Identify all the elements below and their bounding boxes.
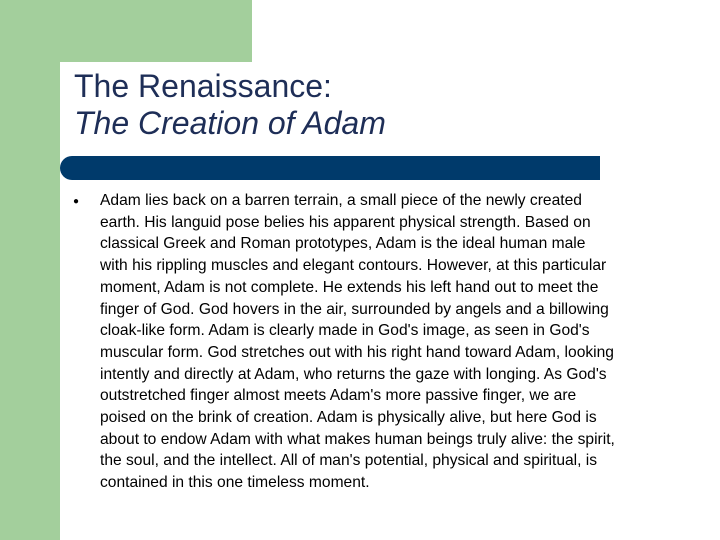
- slide-title-line-1: The Renaissance:: [74, 68, 332, 104]
- title-underline-bar: [60, 156, 600, 180]
- body-line: Adam lies back on a barren terrain, a small piece of the newly created: [100, 192, 582, 209]
- body-line: moment, Adam is not complete. He extends his left hand out to meet the: [100, 278, 599, 296]
- bullet-icon: ●: [73, 196, 80, 207]
- body-line: earth. His languid pose belies his apparent physical strength. Based on: [100, 213, 591, 231]
- body-line: finger of God. God hovers in the air, surrounded by angels and a billowing: [100, 300, 609, 318]
- slide-title-line-2: The Creation of Adam: [74, 105, 386, 141]
- slide-title: [74, 68, 386, 142]
- body-line: poised on the brink of creation. Adam is physically alive, but here God is: [100, 409, 597, 427]
- body-line: outstretched finger almost meets Adam's more passive finger, we are: [100, 387, 577, 405]
- body-line: contained in this one timeless moment.: [100, 474, 370, 492]
- body-line: cloak-like form. Adam is clearly made in God's image, as seen in God's: [100, 322, 590, 340]
- body-line: with his rippling muscles and elegant contours. However, at this particular: [100, 257, 607, 275]
- body-line: intently and directly at Adam, who returns the gaze with longing. As God's: [100, 365, 607, 383]
- body-paragraph: [100, 190, 700, 494]
- body-line: classical Greek and Roman prototypes, Adam is the ideal human male: [100, 235, 586, 253]
- body-line: muscular form. God stretches out with his right hand toward Adam, looking: [100, 343, 614, 361]
- green-top-band: [0, 0, 252, 62]
- body-line: the soul, and the intellect. All of man's potential, physical and spiritual, is: [100, 452, 598, 470]
- green-side-band: [0, 0, 60, 540]
- body-line: about to endow Adam with what makes human beings truly alive: the spirit,: [100, 430, 615, 448]
